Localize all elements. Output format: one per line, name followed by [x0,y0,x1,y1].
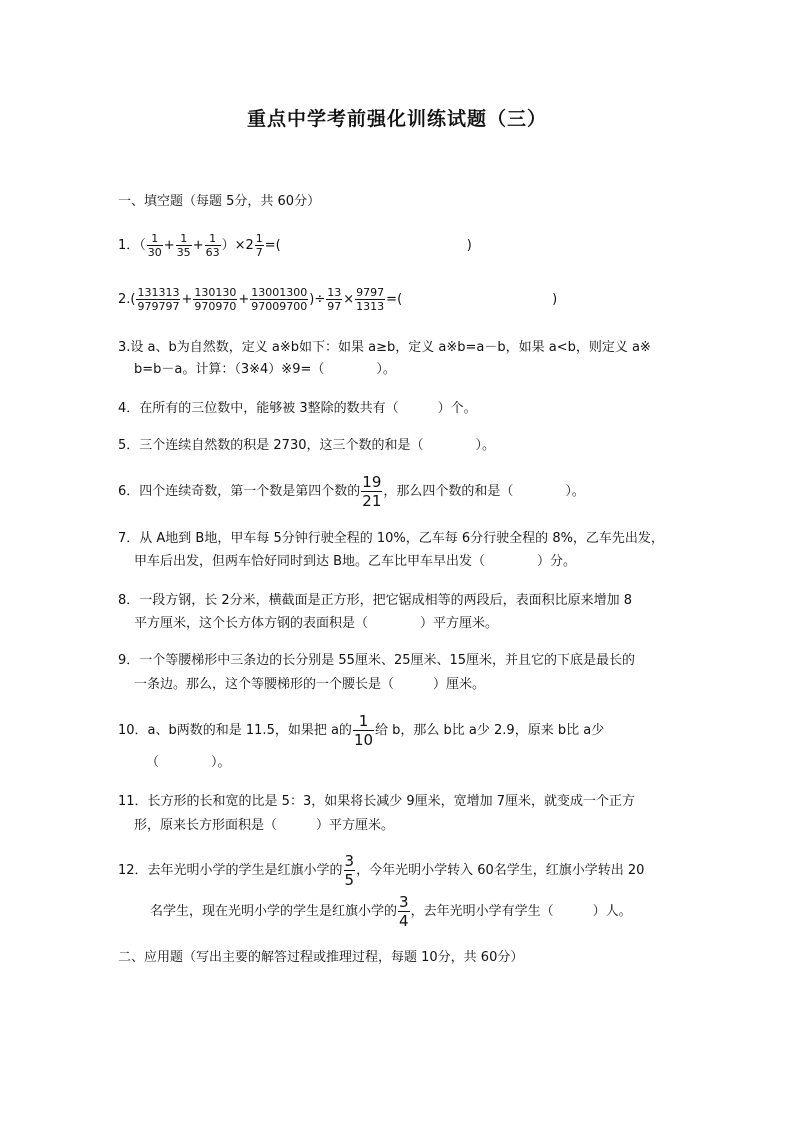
question-12-line-2 [150,893,632,930]
question-11-line-2: 形，原来长方形面积是（ ）平方厘米。 [134,818,395,833]
question-1 [118,232,472,259]
q2-fraction-1: $\frac{131313}{979797}$ [137,286,180,313]
q12-fraction-1: $\frac{3}{5}$ [344,852,355,889]
q1-fraction-3: $\frac{1}{63}$ [205,232,220,259]
question-11-line-1: 11．长方形的长和宽的比是 5：3，如果将长减少 9厘米，宽增加 7厘米，就变成一个正方 [118,794,636,809]
question-4: 4．在所有的三位数中，能够被 3整除的数共有（ ）个。 [118,401,477,416]
q1-eq: =( [264,238,281,253]
q2-fraction-4: $\frac{13}{97}$ [327,286,342,313]
q2-times: × [343,292,355,307]
question-10 [118,712,604,749]
question-5: 5．三个连续自然数的积是 2730，这三个数的和是（ ）。 [118,438,495,453]
question-7-line-2: 甲车后出发，但两车恰好同时到达 B地。乙车比甲车早出发（ ）分。 [134,554,577,569]
q10-fraction: $\frac{1}{10}$ [353,712,374,749]
q10-suffix: 给 b，那么 b比 a少 2.9，原来 b比 a少 [375,723,605,738]
q2-close: ) [552,292,558,307]
q2-fraction-2: $\frac{130130}{970970}$ [194,286,237,313]
q1-fraction-1: $\frac{1}{30}$ [147,232,162,259]
question-8-line-1: 8．一段方钢，长 2分米，横截面是正方形，把它锯成相等的两段后，表面积比原来增加 8 [118,593,633,608]
q1-fraction-2: $\frac{1}{35}$ [176,232,191,259]
question-9-line-2: 一条边。那么，这个等腰梯形的一个腰长是（ ）厘米。 [134,677,486,692]
question-10-line-2: （ ）。 [146,755,231,770]
q1-fraction-4: $\frac{1}{7}$ [255,232,263,259]
section-heading-fill-blank: 一、填空题（每题 5分，共 60分） [118,194,321,209]
q6-prefix: 6．四个连续奇数，第一个数是第四个数的 [118,484,361,499]
q2-plus: + [238,292,250,307]
q6-suffix: ，那么四个数的和是（ ）。 [383,484,585,499]
question-12-line-1 [118,852,644,889]
question-9-line-1: 9．一个等腰梯形中三条边的长分别是 55厘米、25厘米、15厘米，并且它的下底是最长的 [118,653,636,668]
question-6 [118,473,585,510]
q12-suffix-1: ，今年光明小学转入 60名学生，红旗小学转出 20 [356,863,645,878]
q1-plus: + [163,238,175,253]
question-7-line-1: 7．从 A地到 B地，甲车每 5分钟行驶全程的 10%，乙车每 6分行驶全程的 8%，乙车先出发， [118,531,664,546]
q2-fraction-3: $\frac{13001300}{97009700}$ [251,286,308,313]
question-3-line-1: 3.设 a、b为自然数，定义 a※b如下：如果 a≥b，定义 a※b=a－b，如果 a<b，则定义 a※ [118,340,651,355]
question-3-line-2: b=b－a。计算：（3※4）※9=（ ）。 [134,362,396,377]
q1-close: ) [466,238,472,253]
q12-prefix: 12．去年光明小学的学生是红旗小学的 [118,863,343,878]
q12-line2-suffix: ，去年光明小学有学生（ ）人。 [410,904,632,919]
q2-plus: + [181,292,193,307]
section-heading-application: 二、应用题（写出主要的解答过程或推理过程，每题 10分，共 60分） [118,950,524,965]
q2-eq: =( [386,292,403,307]
q12-fraction-2: $\frac{3}{4}$ [399,893,409,930]
q12-line2-prefix: 名学生，现在光明小学的学生是红旗小学的 [150,904,398,919]
question-8-line-2: 平方厘米，这个长方体方钢的表面积是（ ）平方厘米。 [134,616,499,631]
q2-prefix: 2.( [118,292,136,307]
q2-div: )÷ [309,292,326,307]
q6-fraction: $\frac{19}{21}$ [362,473,382,510]
q1-plus: + [192,238,204,253]
q1-prefix: 1．（ [118,238,146,253]
page-title: 重点中学考前强化训练试题（三） [246,108,547,130]
q10-prefix: 10．a、b两数的和是 11.5，如果把 a的 [118,723,352,738]
q1-mid: ）×2 [221,238,254,253]
question-2 [118,286,557,313]
q2-fraction-5: $\frac{9797}{1313}$ [356,286,385,313]
